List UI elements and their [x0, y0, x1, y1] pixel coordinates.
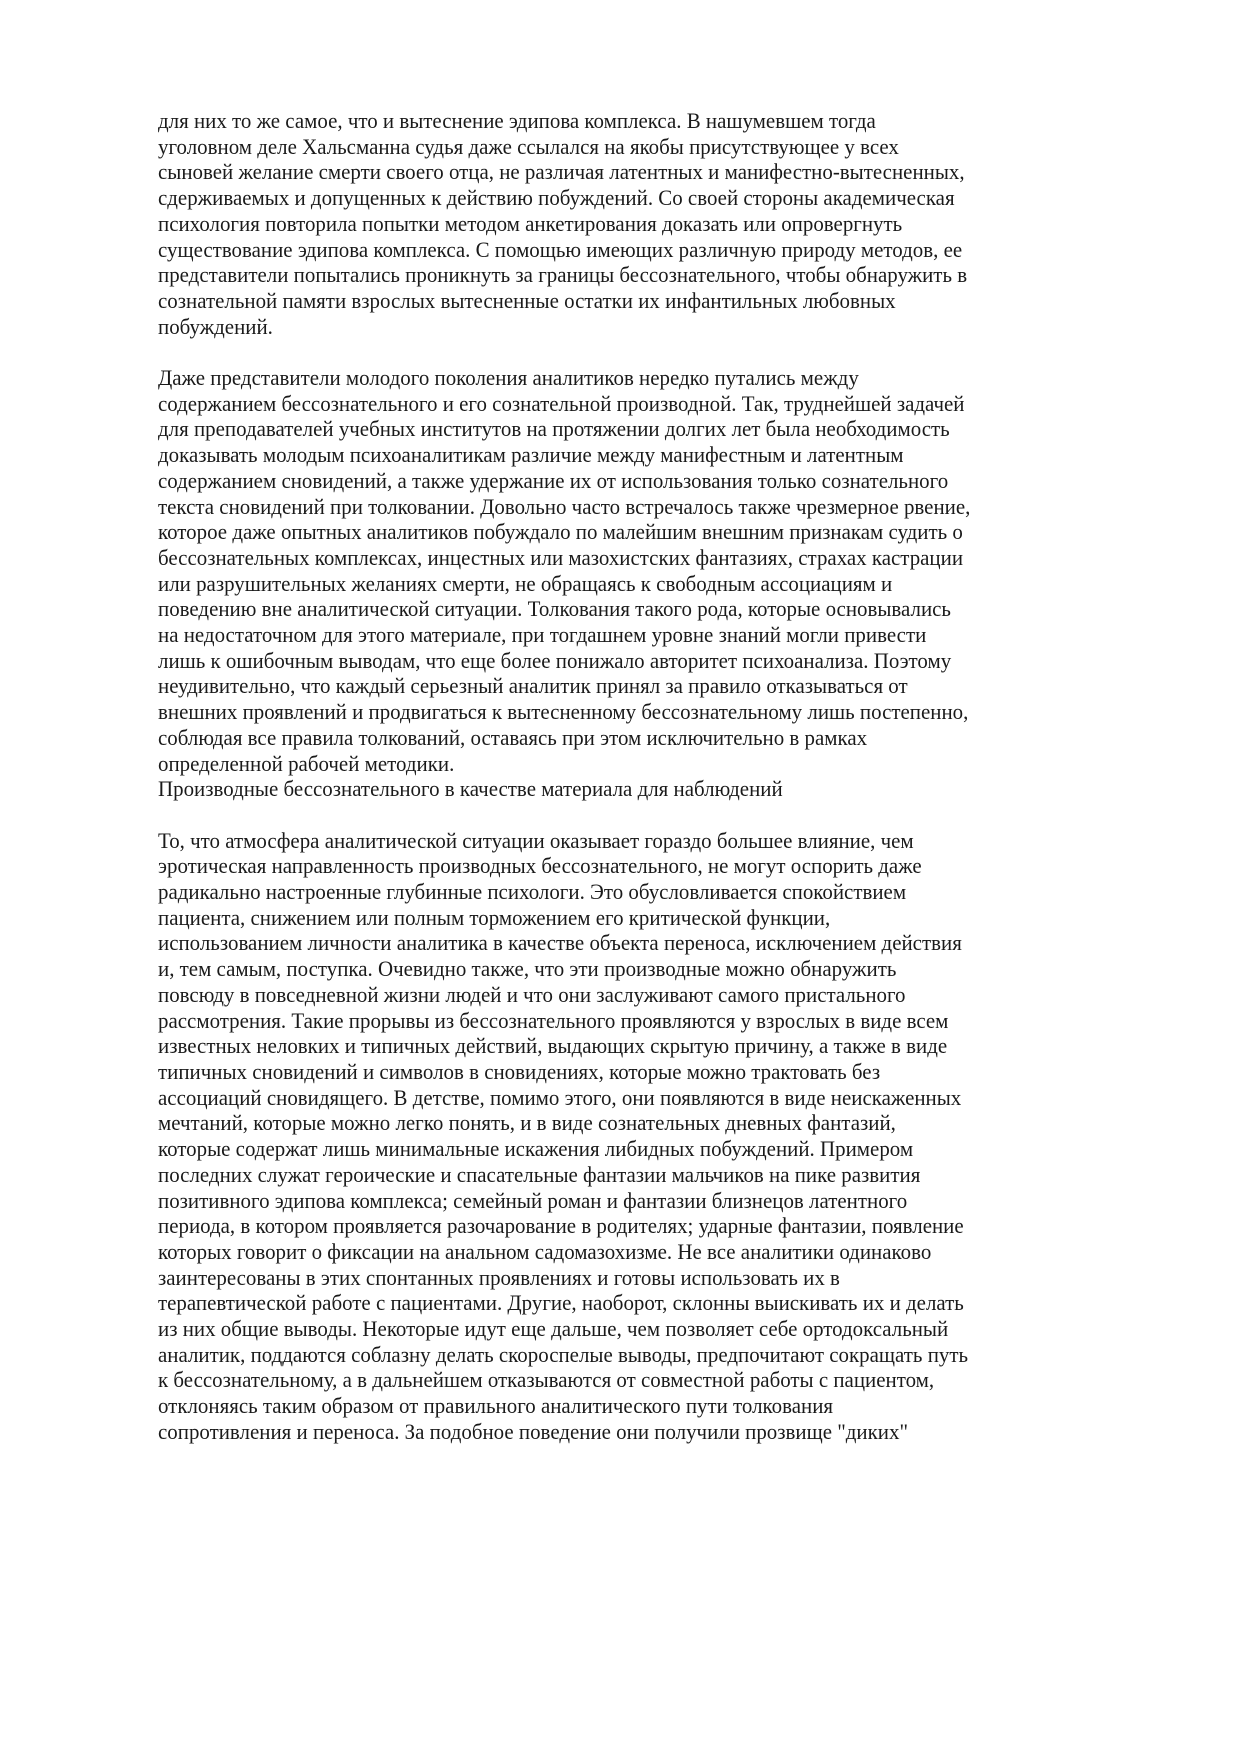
text-line: для них то же самое, что и вытеснение эдипова комплекса. В нашумевшем тогда [158, 108, 876, 133]
text-line: сознательной памяти взрослых вытесненные остатки их инфантильных любовных [158, 287, 896, 313]
section-heading [158, 776, 1078, 802]
text-line: которые содержат лишь минимальные искажения либидных побуждений. Примером [158, 1136, 914, 1162]
text-line: или разрушительных желаниях смерти, не обращаясь к свободным ассоциациям и [158, 570, 893, 596]
text-line: сыновей желание смерти своего отца, не различая латентных и манифестно-вытесненных, [158, 159, 965, 185]
text-line: которое даже опытных аналитиков побуждало по малейшим внешним признакам судить о [158, 519, 963, 545]
text-line: пациента, снижением или полным торможением его критической функции, [158, 904, 831, 930]
text-line: терапевтической работе с пациентами. Другие, наоборот, склонны выискивать их и делать [158, 1290, 964, 1316]
text-line: уголовном деле Хальсманна судья даже ссылался на якобы присутствующее у всех [158, 133, 899, 159]
text-line: последних служат героические и спасательные фантазии мальчиков на пике развития [158, 1161, 921, 1187]
text-line: психология повторила попытки методом анкетирования доказать или опровергнуть [158, 210, 903, 236]
text-line: содержанием бессознательного и его сознательной производной. Так, труднейшей задачей [158, 390, 965, 416]
text-line: которых говорит о фиксации на анальном садомазохизме. Не все аналитики одинаково [158, 1238, 932, 1264]
paragraph [158, 108, 1078, 339]
text-line: доказывать молодым психоаналитикам различие между манифестным и латентным [158, 442, 904, 468]
text-line: типичных сновидений и символов в сновидениях, которые можно трактовать без [158, 1058, 881, 1084]
text-line: позитивного эдипова комплекса; семейный роман и фантазии близнецов латентного [158, 1187, 908, 1213]
text-line: сопротивления и переноса. За подобное поведение они получили прозвище "диких" [158, 1418, 908, 1444]
paragraph-spacer [158, 802, 1078, 828]
text-line: мечтаний, которые можно легко понять, и в виде сознательных дневных фантазий, [158, 1110, 896, 1136]
text-line: существование эдипова комплекса. С помощью имеющих различную природу методов, ее [158, 236, 963, 262]
text-line: заинтересованы в этих спонтанных проявлениях и готовы использовать их в [158, 1264, 840, 1290]
text-line: периода, в котором проявляется разочарование в родителях; ударные фантазии, появление [158, 1213, 964, 1239]
text-line: побуждений. [158, 313, 273, 339]
text-line: Производные бессознательного в качестве материала для наблюдений [158, 776, 783, 802]
text-line: повсюду в повседневной жизни людей и что они заслуживают самого пристального [158, 981, 906, 1007]
text-line: лишь к ошибочным выводам, что еще более понижало авторитет психоанализа. Поэтому [158, 647, 952, 673]
text-line: радикально настроенные глубинные психологи. Это обусловливается спокойствием [158, 879, 907, 905]
paragraph [158, 828, 1078, 1445]
text-line: эротическая направленность производных бессознательного, не могут оспорить даже [158, 853, 922, 879]
text-line: содержанием сновидений, а также удержание их от использования только сознательного [158, 467, 949, 493]
text-line: неудивительно, что каждый серьезный аналитик принял за правило отказываться от [158, 673, 908, 699]
text-line: на недостаточном для этого материале, при тогдашнем уровне знаний могли привести [158, 622, 927, 648]
document-page [158, 108, 1078, 1445]
text-line: поведению вне аналитической ситуации. Толкования такого рода, которые основывались [158, 596, 951, 622]
text-line: использованием личности аналитика в качестве объекта переноса, исключением действия [158, 930, 962, 956]
text-line: соблюдая все правила толкований, оставаясь при этом исключительно в рамках [158, 724, 868, 750]
text-line: текста сновидений при толковании. Довольно часто встречалось также чрезмерное рвение, [158, 493, 971, 519]
text-line: Даже представители молодого поколения аналитиков нередко путались между [158, 365, 859, 391]
text-line: рассмотрения. Такие прорывы из бессознательного проявляются у взрослых в виде всем [158, 1007, 949, 1033]
text-line: То, что атмосфера аналитической ситуации оказывает гораздо большее влияние, чем [158, 827, 914, 853]
text-line: ассоциаций сновидящего. В детстве, помимо этого, они появляются в виде неискаженных [158, 1084, 962, 1110]
text-line: аналитик, поддаются соблазну делать скороспелые выводы, предпочитают сокращать путь [158, 1341, 969, 1367]
text-line: определенной рабочей методики. [158, 750, 455, 776]
text-line: отклоняясь таким образом от правильного аналитического пути толкования [158, 1393, 834, 1419]
text-line: из них общие выводы. Некоторые идут еще дальше, чем позволяет себе ортодоксальный [158, 1316, 949, 1342]
text-line: и, тем самым, поступка. Очевидно также, что эти производные можно обнаружить [158, 956, 897, 982]
text-line: сдерживаемых и допущенных к действию побуждений. Со своей стороны академическая [158, 185, 955, 211]
paragraph-spacer [158, 339, 1078, 365]
text-line: известных неловких и типичных действий, выдающих скрытую причину, а также в виде [158, 1033, 948, 1059]
text-line: внешних проявлений и продвигаться к вытесненному бессознательному лишь постепенно, [158, 699, 969, 725]
text-line: бессознательных комплексах, инцестных или мазохистских фантазиях, страхах кастрации [158, 544, 964, 570]
paragraph [158, 365, 1078, 776]
text-line: к бессознательному, а в дальнейшем отказываются от совместной работы с пациентом, [158, 1367, 935, 1393]
text-line: представители попытались проникнуть за границы бессознательного, чтобы обнаружить в [158, 262, 968, 288]
text-line: для преподавателей учебных институтов на протяжении долгих лет была необходимость [158, 416, 950, 442]
